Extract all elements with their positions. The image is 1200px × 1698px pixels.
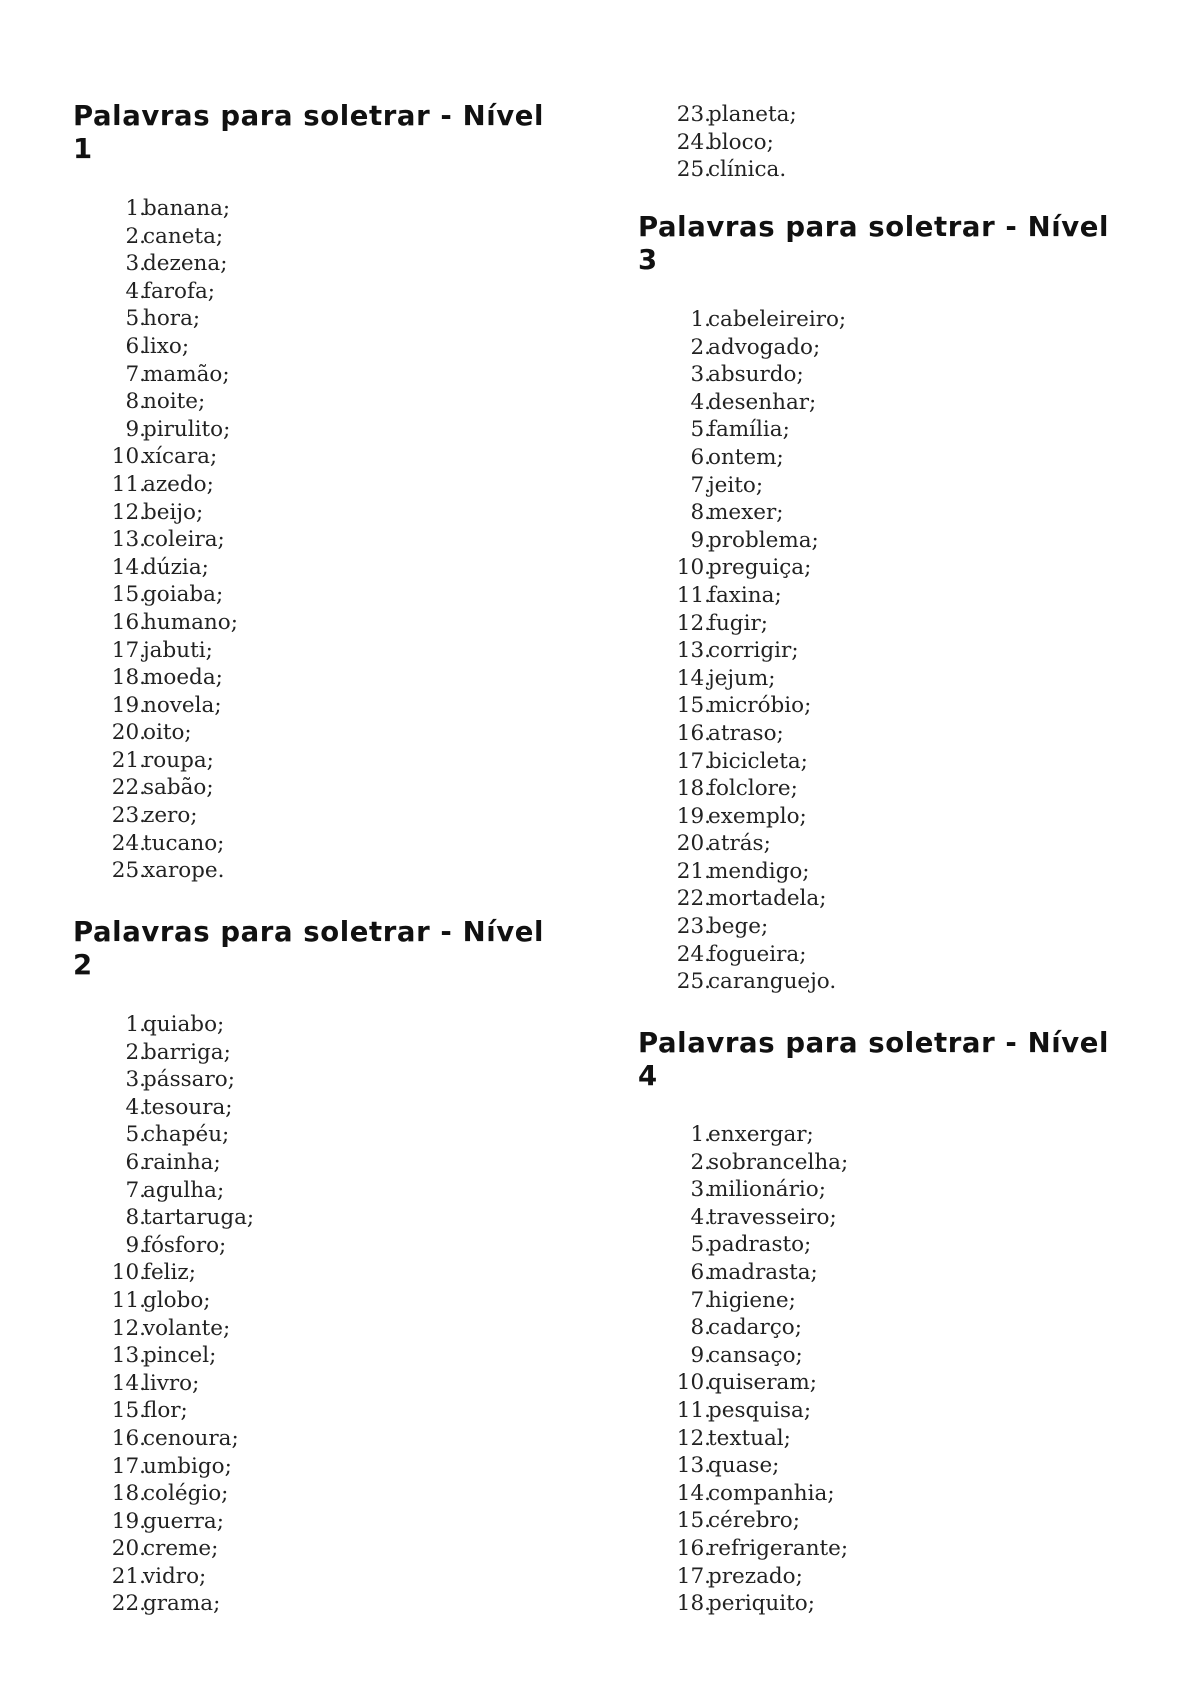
item-word: jejum; bbox=[708, 665, 776, 691]
list-item bbox=[108, 747, 568, 775]
item-word: agulha; bbox=[143, 1177, 225, 1203]
item-word: barriga; bbox=[143, 1039, 231, 1065]
item-word: farofa; bbox=[143, 278, 216, 304]
list-item bbox=[673, 1563, 1133, 1591]
list-item bbox=[108, 1453, 568, 1481]
list-item bbox=[673, 830, 1133, 858]
item-number: 5. bbox=[690, 1232, 711, 1258]
item-number: 15. bbox=[676, 1508, 711, 1534]
item-number: 14. bbox=[111, 554, 146, 580]
list-item bbox=[108, 1177, 568, 1205]
list-item bbox=[108, 333, 568, 361]
list-item bbox=[108, 857, 568, 885]
item-number: 9. bbox=[125, 1232, 146, 1258]
list-item bbox=[673, 1369, 1133, 1397]
item-number: 15. bbox=[676, 693, 711, 719]
list-item bbox=[108, 388, 568, 416]
list-item bbox=[673, 885, 1133, 913]
item-word: zero; bbox=[143, 803, 198, 829]
item-word: mendigo; bbox=[708, 858, 810, 884]
list-item bbox=[673, 527, 1133, 555]
item-number: 17. bbox=[111, 637, 146, 663]
list-item bbox=[673, 1287, 1133, 1315]
list-item bbox=[673, 582, 1133, 610]
item-word: xícara; bbox=[143, 444, 218, 470]
list-item bbox=[108, 1066, 568, 1094]
item-number: 12. bbox=[111, 499, 146, 525]
item-word: bloco; bbox=[708, 129, 774, 155]
item-word: bege; bbox=[708, 914, 769, 940]
item-number: 12. bbox=[111, 1315, 146, 1341]
item-word: bicicleta; bbox=[708, 748, 808, 774]
item-word: goiaba; bbox=[143, 582, 224, 608]
list-item bbox=[108, 1121, 568, 1149]
item-word: caneta; bbox=[143, 223, 224, 249]
list-item bbox=[673, 748, 1133, 776]
item-number: 20. bbox=[676, 831, 711, 857]
list-item bbox=[108, 692, 568, 720]
item-word: pincel; bbox=[143, 1343, 217, 1369]
list-item bbox=[673, 554, 1133, 582]
item-word: creme; bbox=[143, 1536, 219, 1562]
level-4-word-list bbox=[673, 1121, 1133, 1618]
list-item bbox=[673, 389, 1133, 417]
item-number: 16. bbox=[676, 1535, 711, 1561]
list-item bbox=[673, 1121, 1133, 1149]
item-number: 2. bbox=[690, 1149, 711, 1175]
item-number: 18. bbox=[676, 776, 711, 802]
list-item bbox=[108, 499, 568, 527]
item-word: sabão; bbox=[143, 775, 214, 801]
item-number: 18. bbox=[111, 1481, 146, 1507]
item-number: 18. bbox=[111, 665, 146, 691]
list-item bbox=[108, 1039, 568, 1067]
list-item bbox=[673, 1535, 1133, 1563]
item-word: faxina; bbox=[708, 582, 782, 608]
item-number: 6. bbox=[690, 444, 711, 470]
item-word: corrigir; bbox=[708, 638, 799, 664]
list-item bbox=[108, 1397, 568, 1425]
level-2-word-list bbox=[108, 1011, 568, 1618]
list-item bbox=[673, 156, 1133, 184]
item-number: 19. bbox=[676, 803, 711, 829]
list-item bbox=[673, 775, 1133, 803]
list-item bbox=[108, 1149, 568, 1177]
level-3-title: Palavras para soletrar - Nível 3 bbox=[638, 211, 1110, 276]
item-word: absurdo; bbox=[708, 362, 804, 388]
level-2-list-wrap bbox=[108, 1011, 568, 1618]
item-word: banana; bbox=[143, 196, 231, 221]
item-word: milionário; bbox=[708, 1177, 826, 1203]
item-number: 3. bbox=[690, 1177, 711, 1203]
item-word: fósforo; bbox=[143, 1232, 227, 1258]
list-item bbox=[108, 719, 568, 747]
level-2-list-continued-wrap bbox=[673, 101, 1133, 184]
list-item bbox=[108, 1370, 568, 1398]
item-word: jabuti; bbox=[143, 637, 213, 663]
list-item bbox=[108, 664, 568, 692]
list-item bbox=[108, 1342, 568, 1370]
list-item bbox=[108, 1259, 568, 1287]
item-word: lixo; bbox=[143, 333, 190, 359]
item-word: refrigerante; bbox=[708, 1535, 849, 1561]
item-word: humano; bbox=[143, 609, 238, 635]
list-item bbox=[673, 941, 1133, 969]
item-number: 14. bbox=[111, 1370, 146, 1396]
level-1-section bbox=[73, 100, 573, 166]
item-number: 10. bbox=[111, 444, 146, 470]
item-number: 21. bbox=[111, 1563, 146, 1589]
item-word: mortadela; bbox=[708, 886, 827, 912]
list-item bbox=[108, 1425, 568, 1453]
item-word: textual; bbox=[708, 1425, 791, 1451]
level-3-list-wrap bbox=[673, 306, 1133, 996]
item-number: 9. bbox=[690, 1342, 711, 1368]
item-number: 2. bbox=[690, 334, 711, 360]
item-word: prezado; bbox=[708, 1563, 803, 1589]
list-item bbox=[108, 1287, 568, 1315]
item-word: feliz; bbox=[143, 1260, 197, 1286]
list-item bbox=[673, 692, 1133, 720]
item-word: azedo; bbox=[143, 471, 214, 497]
item-number: 4. bbox=[125, 278, 146, 304]
item-number: 10. bbox=[676, 1370, 711, 1396]
item-number: 12. bbox=[676, 610, 711, 636]
item-number: 22. bbox=[111, 1591, 146, 1617]
list-item bbox=[673, 858, 1133, 886]
item-word: volante; bbox=[143, 1315, 231, 1341]
item-word: pássaro; bbox=[143, 1067, 235, 1093]
item-number: 24. bbox=[111, 830, 146, 856]
item-number: 5. bbox=[125, 306, 146, 332]
item-number: 14. bbox=[676, 665, 711, 691]
item-number: 8. bbox=[125, 1205, 146, 1231]
list-item bbox=[108, 830, 568, 858]
item-word: grama; bbox=[143, 1591, 221, 1617]
list-item bbox=[108, 1204, 568, 1232]
item-number: 23. bbox=[111, 803, 146, 829]
item-word: pirulito; bbox=[143, 416, 231, 442]
item-number: 4. bbox=[690, 389, 711, 415]
item-word: fogueira; bbox=[708, 941, 807, 967]
item-word: companhia; bbox=[708, 1480, 835, 1506]
list-item bbox=[673, 637, 1133, 665]
list-item bbox=[108, 1232, 568, 1260]
item-number: 23. bbox=[676, 102, 711, 127]
item-word: periquito; bbox=[708, 1591, 815, 1617]
list-item bbox=[673, 1176, 1133, 1204]
item-number: 4. bbox=[125, 1094, 146, 1120]
level-1-list-wrap bbox=[108, 195, 568, 885]
item-number: 22. bbox=[676, 886, 711, 912]
list-item bbox=[673, 803, 1133, 831]
list-item bbox=[673, 1425, 1133, 1453]
item-number: 25. bbox=[111, 858, 146, 884]
item-word: planeta; bbox=[708, 102, 797, 127]
item-word: enxergar; bbox=[708, 1122, 814, 1147]
item-number: 18. bbox=[676, 1591, 711, 1617]
item-word: caranguejo. bbox=[708, 969, 837, 995]
list-item bbox=[108, 1480, 568, 1508]
item-number: 3. bbox=[125, 1067, 146, 1093]
item-number: 7. bbox=[690, 1287, 711, 1313]
level-2-section bbox=[73, 916, 573, 982]
item-number: 7. bbox=[125, 1177, 146, 1203]
item-number: 1. bbox=[125, 1012, 146, 1037]
item-word: chapéu; bbox=[143, 1122, 230, 1148]
item-word: flor; bbox=[143, 1398, 188, 1424]
list-item bbox=[673, 1342, 1133, 1370]
item-number: 13. bbox=[676, 1453, 711, 1479]
item-word: beijo; bbox=[143, 499, 204, 525]
item-number: 3. bbox=[125, 251, 146, 277]
list-item bbox=[673, 720, 1133, 748]
item-number: 19. bbox=[111, 692, 146, 718]
item-word: colégio; bbox=[143, 1481, 229, 1507]
item-number: 3. bbox=[690, 362, 711, 388]
item-word: família; bbox=[708, 417, 790, 443]
list-item bbox=[108, 1315, 568, 1343]
item-number: 23. bbox=[676, 914, 711, 940]
item-word: mamão; bbox=[143, 361, 230, 387]
item-word: cérebro; bbox=[708, 1508, 800, 1534]
item-number: 21. bbox=[111, 747, 146, 773]
item-word: livro; bbox=[143, 1370, 200, 1396]
list-item bbox=[108, 526, 568, 554]
item-word: oito; bbox=[143, 720, 192, 746]
item-number: 6. bbox=[125, 1149, 146, 1175]
item-number: 20. bbox=[111, 1536, 146, 1562]
item-number: 7. bbox=[690, 472, 711, 498]
item-number: 17. bbox=[111, 1453, 146, 1479]
item-word: cabeleireiro; bbox=[708, 307, 847, 332]
item-word: travesseiro; bbox=[708, 1204, 837, 1230]
item-word: roupa; bbox=[143, 747, 214, 773]
item-number: 17. bbox=[676, 748, 711, 774]
level-3-word-list bbox=[673, 306, 1133, 996]
item-word: sobrancelha; bbox=[708, 1149, 849, 1175]
item-number: 5. bbox=[690, 417, 711, 443]
item-number: 16. bbox=[676, 720, 711, 746]
item-number: 7. bbox=[125, 361, 146, 387]
list-item bbox=[673, 665, 1133, 693]
item-word: hora; bbox=[143, 306, 201, 332]
item-number: 6. bbox=[690, 1259, 711, 1285]
list-item bbox=[673, 472, 1133, 500]
level-4-title: Palavras para soletrar - Nível 4 bbox=[638, 1027, 1110, 1092]
level-1-word-list bbox=[108, 195, 568, 885]
list-item bbox=[108, 361, 568, 389]
list-item bbox=[108, 609, 568, 637]
list-item bbox=[673, 610, 1133, 638]
list-item bbox=[673, 1149, 1133, 1177]
list-item bbox=[673, 1314, 1133, 1342]
item-word: higiene; bbox=[708, 1287, 796, 1313]
item-word: atrás; bbox=[708, 831, 771, 857]
list-item bbox=[673, 1259, 1133, 1287]
item-word: dezena; bbox=[143, 251, 228, 277]
item-word: pesquisa; bbox=[708, 1397, 812, 1423]
level-2-word-list-continued bbox=[673, 101, 1133, 184]
list-item bbox=[108, 416, 568, 444]
item-number: 13. bbox=[111, 527, 146, 553]
list-item bbox=[108, 581, 568, 609]
item-word: tartaruga; bbox=[143, 1205, 255, 1231]
list-item bbox=[108, 1508, 568, 1536]
list-item bbox=[108, 1094, 568, 1122]
item-word: cadarço; bbox=[708, 1315, 802, 1341]
list-item bbox=[673, 1507, 1133, 1535]
item-number: 1. bbox=[125, 196, 146, 221]
item-number: 2. bbox=[125, 1039, 146, 1065]
item-number: 8. bbox=[125, 389, 146, 415]
item-number: 11. bbox=[676, 1397, 711, 1423]
list-item bbox=[108, 250, 568, 278]
list-item bbox=[673, 913, 1133, 941]
level-4-section bbox=[638, 1027, 1138, 1093]
item-word: globo; bbox=[143, 1287, 211, 1313]
item-number: 13. bbox=[111, 1343, 146, 1369]
list-item bbox=[673, 1231, 1133, 1259]
level-1-title: Palavras para soletrar - Nível 1 bbox=[73, 100, 545, 165]
list-item bbox=[108, 195, 568, 223]
item-word: micróbio; bbox=[708, 693, 812, 719]
item-number: 10. bbox=[111, 1260, 146, 1286]
item-number: 25. bbox=[676, 969, 711, 995]
list-item bbox=[108, 443, 568, 471]
item-word: quiabo; bbox=[143, 1012, 225, 1037]
item-number: 11. bbox=[676, 582, 711, 608]
list-item bbox=[673, 129, 1133, 157]
level-3-section bbox=[638, 211, 1138, 277]
item-word: quiseram; bbox=[708, 1370, 817, 1396]
item-word: desenhar; bbox=[708, 389, 817, 415]
item-word: clínica. bbox=[708, 157, 787, 183]
item-word: novela; bbox=[143, 692, 222, 718]
item-word: cenoura; bbox=[143, 1425, 239, 1451]
list-item bbox=[108, 1011, 568, 1039]
item-number: 13. bbox=[676, 638, 711, 664]
item-word: preguiça; bbox=[708, 555, 812, 581]
item-number: 10. bbox=[676, 555, 711, 581]
list-item bbox=[673, 306, 1133, 334]
list-item bbox=[108, 471, 568, 499]
item-number: 11. bbox=[111, 1287, 146, 1313]
item-word: ontem; bbox=[708, 444, 784, 470]
item-number: 12. bbox=[676, 1425, 711, 1451]
item-number: 6. bbox=[125, 333, 146, 359]
list-item bbox=[108, 1590, 568, 1618]
item-word: guerra; bbox=[143, 1508, 224, 1534]
item-word: moeda; bbox=[143, 665, 223, 691]
list-item bbox=[673, 334, 1133, 362]
item-word: quase; bbox=[708, 1453, 780, 1479]
list-item bbox=[108, 278, 568, 306]
list-item bbox=[673, 416, 1133, 444]
item-number: 15. bbox=[111, 1398, 146, 1424]
list-item bbox=[108, 554, 568, 582]
item-number: 24. bbox=[676, 941, 711, 967]
item-word: exemplo; bbox=[708, 803, 807, 829]
item-word: folclore; bbox=[708, 776, 798, 802]
list-item bbox=[673, 968, 1133, 996]
item-word: mexer; bbox=[708, 500, 784, 526]
list-item bbox=[108, 223, 568, 251]
item-number: 5. bbox=[125, 1122, 146, 1148]
list-item bbox=[673, 444, 1133, 472]
item-number: 16. bbox=[111, 609, 146, 635]
item-number: 25. bbox=[676, 157, 711, 183]
item-word: umbigo; bbox=[143, 1453, 232, 1479]
item-word: madrasta; bbox=[708, 1259, 818, 1285]
item-word: tesoura; bbox=[143, 1094, 233, 1120]
level-2-title: Palavras para soletrar - Nível 2 bbox=[73, 916, 545, 981]
item-word: problema; bbox=[708, 527, 819, 553]
item-word: rainha; bbox=[143, 1149, 221, 1175]
list-item bbox=[108, 1563, 568, 1591]
item-number: 1. bbox=[690, 307, 711, 332]
item-number: 11. bbox=[111, 471, 146, 497]
item-number: 2. bbox=[125, 223, 146, 249]
item-number: 15. bbox=[111, 582, 146, 608]
list-item bbox=[673, 361, 1133, 389]
item-word: cansaço; bbox=[708, 1342, 803, 1368]
list-item bbox=[108, 1535, 568, 1563]
item-number: 17. bbox=[676, 1563, 711, 1589]
item-word: xarope. bbox=[143, 858, 225, 884]
item-word: vidro; bbox=[143, 1563, 207, 1589]
list-item bbox=[673, 101, 1133, 129]
list-item bbox=[673, 499, 1133, 527]
item-number: 19. bbox=[111, 1508, 146, 1534]
list-item bbox=[673, 1590, 1133, 1618]
item-number: 21. bbox=[676, 858, 711, 884]
item-word: noite; bbox=[143, 389, 206, 415]
item-number: 16. bbox=[111, 1425, 146, 1451]
item-number: 4. bbox=[690, 1204, 711, 1230]
list-item bbox=[108, 774, 568, 802]
item-number: 8. bbox=[690, 500, 711, 526]
level-4-list-wrap bbox=[673, 1121, 1133, 1618]
item-number: 8. bbox=[690, 1315, 711, 1341]
item-word: tucano; bbox=[143, 830, 225, 856]
list-item bbox=[673, 1204, 1133, 1232]
item-word: coleira; bbox=[143, 527, 225, 553]
item-number: 20. bbox=[111, 720, 146, 746]
item-number: 1. bbox=[690, 1122, 711, 1147]
list-item bbox=[108, 305, 568, 333]
list-item bbox=[108, 802, 568, 830]
list-item bbox=[673, 1397, 1133, 1425]
item-number: 9. bbox=[690, 527, 711, 553]
item-word: fugir; bbox=[708, 610, 768, 636]
item-word: jeito; bbox=[708, 472, 764, 498]
list-item bbox=[673, 1452, 1133, 1480]
item-word: dúzia; bbox=[143, 554, 209, 580]
item-number: 14. bbox=[676, 1480, 711, 1506]
item-number: 22. bbox=[111, 775, 146, 801]
item-word: atraso; bbox=[708, 720, 784, 746]
list-item bbox=[673, 1480, 1133, 1508]
item-number: 9. bbox=[125, 416, 146, 442]
list-item bbox=[108, 637, 568, 665]
item-number: 24. bbox=[676, 129, 711, 155]
item-word: advogado; bbox=[708, 334, 821, 360]
item-word: padrasto; bbox=[708, 1232, 812, 1258]
